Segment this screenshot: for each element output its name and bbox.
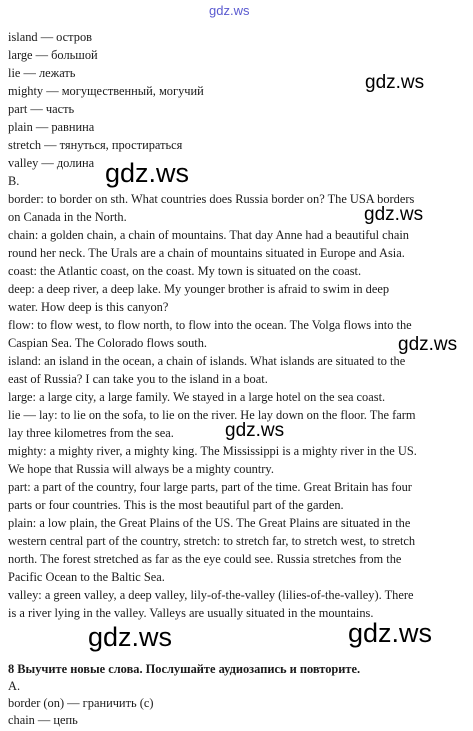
vocab-line: lie — лежать [8, 66, 76, 80]
text-line: border: to border on sth. What countries does Russia border on? The USA borders [8, 192, 415, 206]
vocab-line: chain — цепь [8, 713, 78, 727]
text-line: parts or four countries. This is the most beautiful part of the garden. [8, 498, 344, 512]
text-line: is a river lying in the valley. Valleys are usually situated in the mountains. [8, 606, 374, 620]
text-line: mighty: a mighty river, a mighty king. The Mississippi is a mighty river in the US. [8, 444, 417, 458]
text-line: chain: a golden chain, a chain of mountains. That day Anne had a beautiful chain [8, 228, 409, 242]
exercise-heading: 8 Выучите новые слова. Послушайте аудиозапись и повторите. [8, 662, 361, 676]
text-line: deep: a deep river, a deep lake. My younger brother is afraid to swim in deep [8, 282, 390, 296]
text-line: coast: the Atlantic coast, on the coast. My town is situated on the coast. [8, 264, 362, 278]
text-line: island: an island in the ocean, a chain of islands. What islands are situated to the [8, 354, 406, 368]
text-line: on Canada in the North. [8, 210, 127, 224]
text-line: western central part of the country, stretch: to stretch far, to stretch west, to stretch [8, 534, 416, 548]
text-line: lay three kilometres from the sea. [8, 426, 174, 440]
watermark: gdz.ws [105, 158, 190, 188]
vocab-line: border (on) — граничить (с) [8, 696, 154, 710]
section-label: B. [8, 174, 20, 188]
vocab-line: large — большой [8, 48, 98, 62]
vocab-line: island — остров [8, 30, 92, 44]
section-label: A. [8, 679, 21, 693]
text-line: We hope that Russia will always be a mighty country. [8, 462, 274, 476]
text-line: flow: to flow west, to flow north, to flow into the ocean. The Volga flows into the [8, 318, 412, 332]
text-line: valley: a green valley, a deep valley, lily-of-the-valley (lilies-of-the-valley). There [8, 588, 414, 602]
text-line: round her neck. The Urals are a chain of mountains situated in Europe and Asia. [8, 246, 405, 260]
vocab-line: stretch — тянуться, простираться [8, 138, 183, 152]
watermark: gdz.ws [365, 72, 425, 93]
vocab-line: valley — долина [8, 156, 95, 170]
text-line: east of Russia? I can take you to the island in a boat. [8, 372, 268, 386]
watermark: gdz.ws [364, 204, 424, 225]
watermark: gdz.ws [225, 420, 285, 441]
text-line: Caspian Sea. The Colorado flows south. [8, 336, 208, 350]
text-line: lie — lay: to lie on the sofa, to lie on the river. He lay down on the floor. The farm [8, 408, 416, 422]
text-line: north. The forest stretched as far as the eye could see. Russia stretches from the [8, 552, 402, 566]
text-line: plain: a low plain, the Great Plains of the US. The Great Plains are situated in the [8, 516, 411, 530]
vocab-line: part — часть [8, 102, 75, 116]
watermark: gdz.ws [398, 334, 458, 355]
vocab-line: mighty — могущественный, могучий [8, 84, 204, 98]
watermark: gdz.ws [348, 618, 433, 648]
text-line: part: a part of the country, four large parts, part of the time. Great Britain has four [8, 480, 412, 494]
text-line: Pacific Ocean to the Baltic Sea. [8, 570, 165, 584]
watermark-top: gdz.ws [209, 3, 250, 18]
vocab-line: plain — равнина [8, 120, 95, 134]
text-line: water. How deep is this canyon? [8, 300, 169, 314]
text-line: large: a large city, a large family. We stayed in a large hotel on the sea coast. [8, 390, 386, 404]
watermark: gdz.ws [88, 622, 173, 652]
